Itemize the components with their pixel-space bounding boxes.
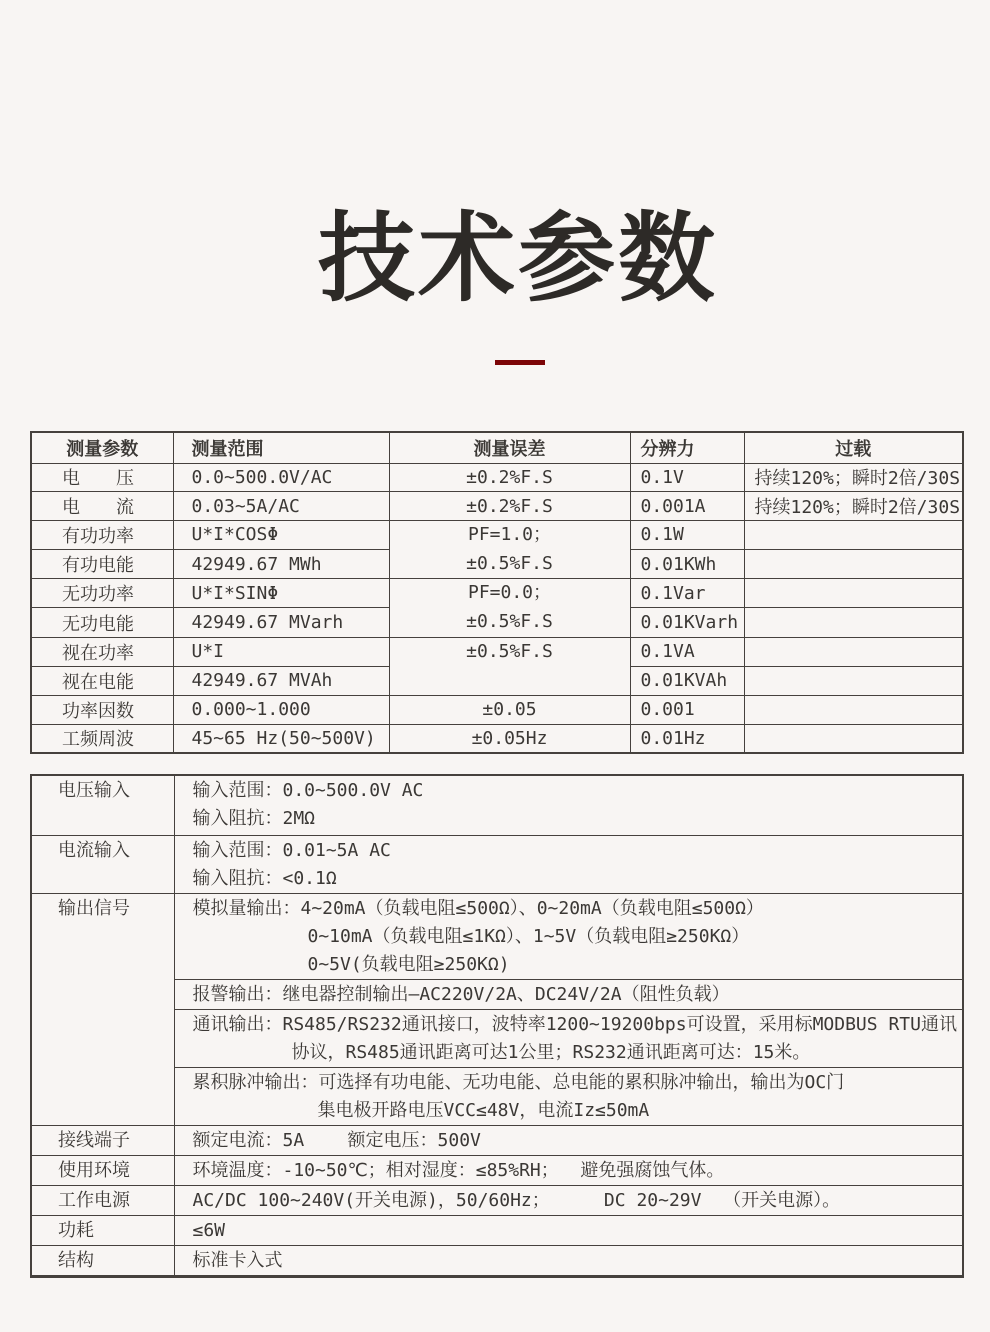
resolution-cell: 0.01KVAh <box>630 666 744 695</box>
spec-line: 0~5V(负载电阻≥250KΩ) <box>307 953 510 975</box>
range-cell: U*I*SINΦ <box>173 579 389 608</box>
spec-content-pulse-output <box>174 1067 963 1125</box>
spec-line: 输入范围：0.0~500.0V AC <box>192 780 424 801</box>
param-cell: 无功电能 <box>31 608 173 637</box>
table-row-frequency <box>31 724 963 753</box>
range-cell: 0.03~5A/AC <box>173 492 389 521</box>
spec-label: 功耗 <box>31 1215 174 1245</box>
param-cell: 功率因数 <box>31 696 173 725</box>
spec-content-analog-output <box>174 893 963 979</box>
error-cell-merged <box>389 637 630 695</box>
range-cell: 45~65 Hz(50~500V) <box>173 724 389 753</box>
spec-label: 工作电源 <box>31 1185 174 1215</box>
specifications-table <box>30 774 964 1278</box>
resolution-cell: 0.001A <box>630 492 744 521</box>
error-cell-merged <box>389 579 630 637</box>
overload-cell <box>744 520 963 549</box>
spec-row-current-input <box>31 835 963 893</box>
overload-cell: 持续120%；瞬时2倍/30S <box>744 492 963 521</box>
spec-label: 输出信号 <box>31 893 174 1125</box>
param-cell: 无功功率 <box>31 579 173 608</box>
param-cell: 电 压 <box>31 463 173 492</box>
spec-content <box>174 1125 963 1155</box>
param-cell: 视在功率 <box>31 637 173 666</box>
spec-content <box>174 775 963 835</box>
spec-content <box>174 1155 963 1185</box>
spec-content <box>174 1185 963 1215</box>
spec-line: 输入阻抗：<0.1Ω <box>192 867 337 889</box>
page-title: 技术参数 <box>318 201 718 315</box>
overload-cell <box>744 608 963 637</box>
table-row-current <box>31 492 963 521</box>
spec-row-environment <box>31 1155 963 1185</box>
resolution-cell: 0.1W <box>630 520 744 549</box>
spec-row-structure <box>31 1245 963 1276</box>
spec-line: 报警输出：继电器控制输出—AC220V/2A、DC24V/2A（阻性负载） <box>192 983 730 1005</box>
resolution-cell: 0.001 <box>630 696 744 725</box>
header-measure-range: 测量范围 <box>173 432 389 463</box>
error-cell: ±0.2%F.S <box>389 463 630 492</box>
spec-line: 通讯输出：RS485/RS232通讯接口，波特率1200~19200bps可设置，采用标MODBUS RTU通讯 <box>192 1013 957 1035</box>
spec-row-terminals <box>31 1125 963 1155</box>
range-cell: U*I <box>173 637 389 666</box>
spec-content <box>174 1215 963 1245</box>
spec-line: 累积脉冲输出：可选择有功电能、无功电能、总电能的累积脉冲输出，输出为OC门 <box>192 1071 845 1093</box>
resolution-cell: 0.1VA <box>630 637 744 666</box>
spec-content-comm-output <box>174 1009 963 1067</box>
range-cell: 0.000~1.000 <box>173 696 389 725</box>
spec-line: 环境温度：-10~50℃；相对湿度：≤85%RH； 避免强腐蚀气体。 <box>192 1159 725 1181</box>
spec-row-consumption <box>31 1215 963 1245</box>
param-cell: 电 流 <box>31 492 173 521</box>
spec-line: 集电极开路电压VCC≤48V，电流Iz≤50mA <box>317 1099 650 1121</box>
spec-label: 使用环境 <box>31 1155 174 1185</box>
overload-cell <box>744 637 963 666</box>
header-measure-param: 测量参数 <box>31 432 173 463</box>
spec-label: 电压输入 <box>31 775 174 835</box>
error-cell: ±0.05 <box>389 696 630 725</box>
table-row-power-factor <box>31 696 963 725</box>
error-cell-merged <box>389 520 630 578</box>
spec-row-output-signal-analog <box>31 893 963 979</box>
error-line <box>390 666 630 695</box>
error-line: ±0.5%F.S <box>466 552 553 574</box>
table-row-apparent-power <box>31 637 963 666</box>
spec-label: 电流输入 <box>31 835 174 893</box>
error-line: ±0.5%F.S <box>466 610 553 632</box>
title-accent-divider <box>495 360 545 365</box>
param-cell: 有功功率 <box>31 520 173 549</box>
range-cell: 0.0~500.0V/AC <box>173 463 389 492</box>
header-resolution: 分辨力 <box>630 432 744 463</box>
spec-line: 0~10mA（负载电阻≤1KΩ）、1~5V（负载电阻≥250KΩ） <box>307 925 750 947</box>
overload-cell <box>744 550 963 579</box>
spec-label: 接线端子 <box>31 1125 174 1155</box>
error-line: ±0.5%F.S <box>466 640 553 662</box>
spec-content-alarm-output <box>174 979 963 1009</box>
error-line: PF=0.0； <box>467 582 552 604</box>
resolution-cell: 0.01KVarh <box>630 608 744 637</box>
spec-line: ≤6W <box>192 1219 226 1241</box>
overload-cell <box>744 666 963 695</box>
overload-cell <box>744 724 963 753</box>
param-cell: 视在电能 <box>31 666 173 695</box>
resolution-cell: 0.1V <box>630 463 744 492</box>
error-line: PF=1.0； <box>467 523 552 545</box>
spec-label: 结构 <box>31 1245 174 1276</box>
measurement-parameters-table <box>30 431 964 754</box>
param-cell: 有功电能 <box>31 550 173 579</box>
spec-content <box>174 1245 963 1276</box>
table-row-reactive-power <box>31 579 963 608</box>
range-cell: 42949.67 MVarh <box>173 608 389 637</box>
spec-row-power-supply <box>31 1185 963 1215</box>
range-cell: 42949.67 MVAh <box>173 666 389 695</box>
header-measure-error: 测量误差 <box>389 432 630 463</box>
param-cell: 工频周波 <box>31 724 173 753</box>
error-cell: ±0.2%F.S <box>389 492 630 521</box>
range-cell: U*I*COSΦ <box>173 520 389 549</box>
overload-cell <box>744 696 963 725</box>
spec-line: AC/DC 100~240V(开关电源)，50/60Hz； DC 20~29V （开关电源）。 <box>192 1189 841 1211</box>
table-row-voltage <box>31 463 963 492</box>
spec-line: 模拟量输出：4~20mA（负载电阻≤500Ω）、0~20mA（负载电阻≤500Ω） <box>192 897 764 919</box>
spec-line: 协议，RS485通讯距离可达1公里；RS232通讯距离可达：15米。 <box>291 1041 811 1063</box>
resolution-cell: 0.01Hz <box>630 724 744 753</box>
spec-line: 额定电流：5A 额定电压：500V <box>192 1129 481 1151</box>
resolution-cell: 0.01KWh <box>630 550 744 579</box>
spec-line: 输入范围：0.01~5A AC <box>192 839 391 861</box>
range-cell: 42949.67 MWh <box>173 550 389 579</box>
resolution-cell: 0.1Var <box>630 579 744 608</box>
error-cell: ±0.05Hz <box>389 724 630 753</box>
table-row-active-power <box>31 520 963 549</box>
table-header-row <box>31 432 963 463</box>
spec-line: 输入阻抗：2MΩ <box>192 808 316 829</box>
spec-content <box>174 835 963 893</box>
spec-row-voltage-input <box>31 775 963 835</box>
spec-line: 标准卡入式 <box>192 1249 283 1271</box>
overload-cell: 持续120%；瞬时2倍/30S <box>744 463 963 492</box>
header-overload: 过载 <box>744 432 963 463</box>
overload-cell <box>744 579 963 608</box>
